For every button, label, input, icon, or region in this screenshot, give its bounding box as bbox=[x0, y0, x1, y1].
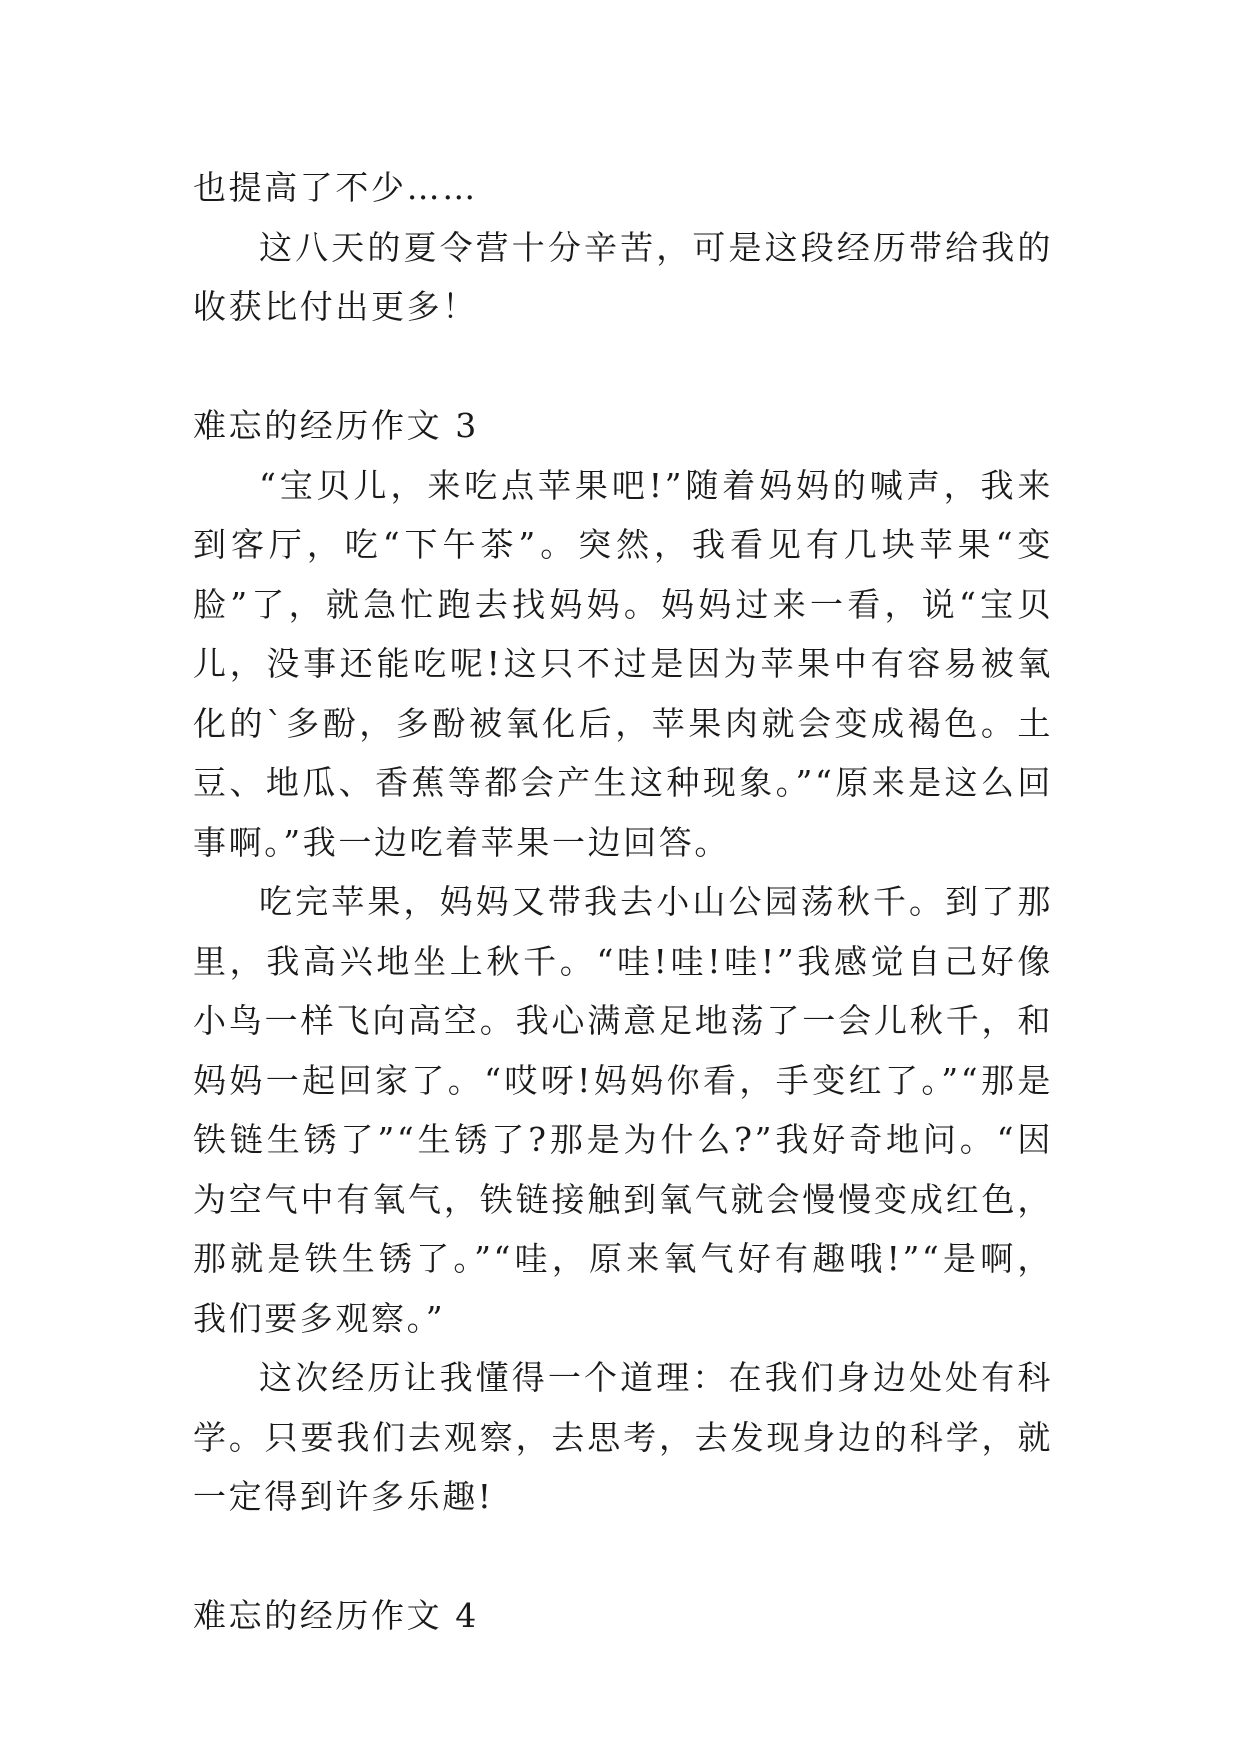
body-paragraph: 吃完苹果，妈妈又带我去小山公园荡秋千。到了那里，我高兴地坐上秋千。“哇!哇!哇!”我感觉自己好像小鸟一样飞向高空。我心满意足地荡了一会儿秋千，和妈妈一起回家了。“哎呀!妈妈你看，手变红了。”“那是铁链生锈了”“生锈了?那是为什么?”我好奇地问。“因为空气中有氧气，铁链接触到氧气就会慢慢变成红色，那就是铁生锈了。”“哇，原来氧气好有趣哦!”“是啊，我们要多观察。” bbox=[193, 882, 1053, 1338]
essay-heading: 难忘的经历作文 4 bbox=[193, 1596, 479, 1635]
body-paragraph: “宝贝儿，来吃点苹果吧!”随着妈妈的喊声，我来到客厅，吃“下午茶”。突然，我看见有几块苹果“变脸”了，就急忙跑去找妈妈。妈妈过来一看，说“宝贝儿，没事还能吃呢!这只不过是因为苹果中有容易被氧化的`多酚，多酚被氧化后，苹果肉就会变成褐色。土豆、地瓜、香蕉等都会产生这种现象。”“原来是这么回事啊。”我一边吃着苹果一边回答。 bbox=[193, 465, 1053, 862]
body-paragraph: 这八天的夏令营十分辛苦，可是这段经历带给我的收获比付出更多！ bbox=[193, 227, 1053, 326]
document-body bbox=[193, 158, 1053, 1646]
body-paragraph: 这次经历让我懂得一个道理：在我们身边处处有科学。只要我们去观察，去思考，去发现身边的科学，就一定得到许多乐趣! bbox=[193, 1358, 1053, 1516]
essay-heading: 难忘的经历作文 3 bbox=[193, 406, 479, 445]
continuation-line: 也提高了不少…… bbox=[193, 168, 478, 207]
